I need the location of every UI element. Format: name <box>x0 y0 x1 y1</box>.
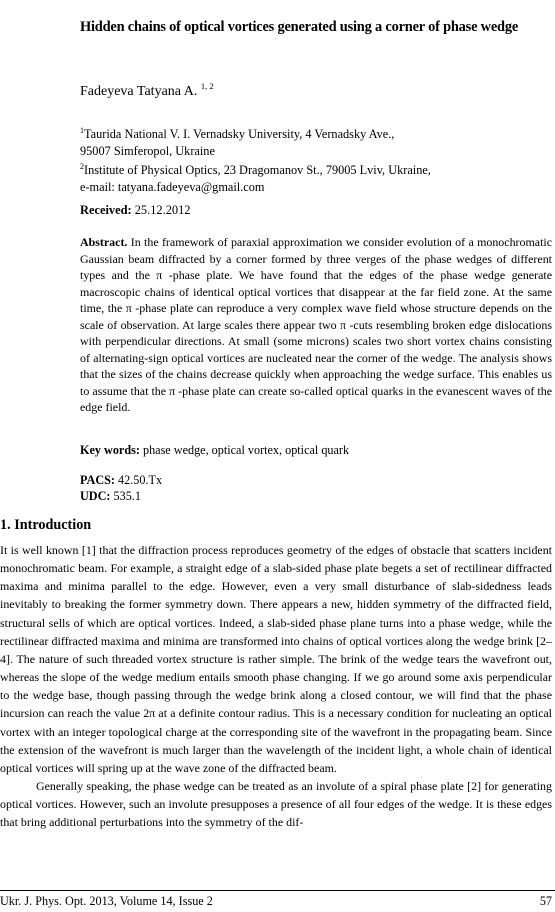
received-date <box>80 203 190 218</box>
affiliation-1-line1: $^1$Taurida National V. I. Vernadsky University, 4 Vernadsky Ave., <box>80 126 395 141</box>
keywords-value: phase wedge, optical vortex, optical quark <box>142 443 350 457</box>
affiliation-1-mark: 1 <box>80 126 84 135</box>
abstract <box>80 234 552 416</box>
keywords <box>80 443 349 458</box>
udc-code <box>80 489 141 504</box>
pacs-value: 42.50.Tx <box>118 473 163 487</box>
pacs-code <box>80 473 162 488</box>
affiliations <box>80 123 520 195</box>
udc-label: UDC: <box>80 489 111 503</box>
author-name: Fadeyeva Tatyana A. <box>80 84 198 99</box>
paragraph-2: Generally speaking, the phase wedge can be treated as an involute of a spiral phase plate [2] for generating optical vortices. However, such an involute presupposes a presence of all four edges of the wedge. It is these edges that bring additional perturbations into the symmetry of the dif- <box>0 779 552 830</box>
footer-journal: Ukr. J. Phys. Opt. 2013, Volume 14, Issue 2 <box>0 894 213 908</box>
author-line <box>80 81 214 100</box>
author-affiliation-marks: 1, 2 <box>200 81 214 91</box>
footer-divider <box>0 890 555 891</box>
abstract-text: In the framework of paraxial approximation we consider evolution of a monochromatic Gaussian beam diffracted by a corner formed by three verges of the phase wedges of different types and the π -phase plate. We have found that the edges of the phase wedge generate macroscopic chains of identical optical vortices that disappear at the far field zone. At the same time, the π -phase plate can reproduce a very complex wave field whose structure depends on the scale of observation. At large scales there appear two π -cuts resembling broken edge dislocations with perpendicular directions. At small (some microns) scales two short vortex chains consisting of alternating-sign optical vortices are nucleated near the corner of the wedge. The analysis shows that the sizes of the chains decrease quickly when approaching the wedge surface. This enables us to assume that the π -phase plate can create so-called optical quarks in the evanescent waves of the edge field. <box>80 235 553 414</box>
pacs-label: PACS: <box>80 473 115 487</box>
body-text <box>0 541 552 832</box>
paper-title: Hidden chains of optical vortices generated using a corner of phase wedge <box>80 19 519 35</box>
affiliation-1-line2: 95007 Simferopol, Ukraine <box>80 143 215 158</box>
received-value: 25.12.2012 <box>134 203 191 217</box>
affiliation-2-line1: $^2$Institute of Physical Optics, 23 Dragomanov St., 79005 Lviv, Ukraine, <box>80 162 431 177</box>
keywords-label: Key words: <box>80 443 140 457</box>
section-heading: 1. Introduction <box>0 517 92 533</box>
udc-value: 535.1 <box>113 489 141 503</box>
footer-page-number: 57 <box>539 894 552 908</box>
received-label: Received: <box>80 203 132 217</box>
abstract-label: Abstract. <box>80 235 128 249</box>
affiliation-2-email: e-mail: tatyana.fadeyeva@gmail.com <box>80 179 265 194</box>
affiliation-2-mark: 2 <box>80 162 84 171</box>
paragraph-1: It is well known [1] that the diffraction process reproduces geometry of the edges of obstacle that scatters incident monochromatic beam. For example, a straight edge of a slab-sided phase plate begets a set of rectilinear diffracted maxima and minima parallel to the edge. However, even a very small disturbance of slab-sidedness leads inevitably to breaking the former symmetry down. There appears a new, hidden symmetry of the diffracted field, structural sells of which are optical vortices. Indeed, a slab-sided phase plane turns into a phase wedge, while the rectilinear diffracted maxima and minima are transformed into chains of optical vortices along the wedge brink [2–4]. The nature of such threaded vortex structure is rather simple. The brink of the wedge tears the wavefront out, whereas the slope of the wedge medium entails smooth phase changing. If we go around some axis perpendicular to the wedge base, though passing through the wedge brink along a closed contour, we will find that the phase incursion can reach the value 2π at a definite contour radius. This is a necessary condition for nucleating an optical vortex with an integer topological charge at the corresponding site of the wavefront in the propagating beam. Since the extension of the wavefront is much larger than the wavelength of the incident light, a whole chain of identical optical vortices will spring up at the wave zone of the diffracted beam. <box>0 543 552 775</box>
